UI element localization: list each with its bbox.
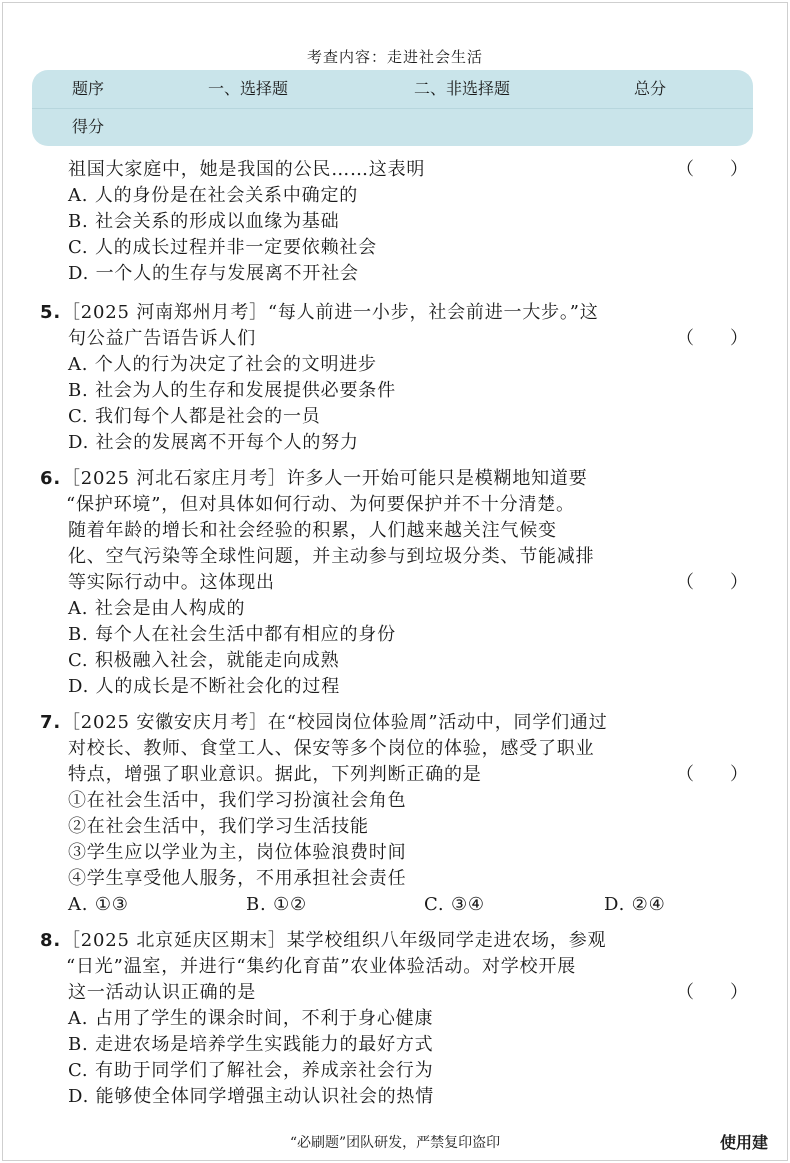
q6-stem-line-4: 化、空气污染等全球性问题，并主动参与到垃圾分类、节能减排: [68, 546, 595, 567]
q4-stem-line: 祖国大家庭中，她是我国的公民……这表明: [68, 159, 426, 180]
q6-number: 6.: [40, 468, 61, 489]
q5-option-a: A. 个人的行为决定了社会的文明进步: [68, 354, 377, 375]
q7-option-c: C. ③④: [424, 894, 485, 915]
q8-option-d: D. 能够使全体同学增强主动认识社会的热情: [68, 1086, 435, 1107]
q6-stem-line-1: ［2025 河北石家庄月考］许多人一开始可能只是模糊地知道要: [62, 468, 588, 489]
q8-answer-paren: （ ）: [676, 982, 748, 1003]
footer-notice: “必刷题”团队研发，严禁复印盗印: [289, 1135, 501, 1151]
q7-statement-4: ④学生享受他人服务，不用承担社会责任: [68, 868, 407, 889]
score-table-header-row: [32, 70, 753, 108]
q8-option-b: B. 走进农场是培养学生实践能力的最好方式: [68, 1034, 434, 1055]
q6-option-a: A. 社会是由人构成的: [68, 598, 246, 619]
q7-option-d: D. ②④: [604, 894, 666, 915]
q6-option-d: D. 人的成长是不断社会化的过程: [68, 676, 341, 697]
q7-option-a: A. ①③: [68, 894, 129, 915]
q6-stem-line-2: “保护环境”，但对具体如何行动、为何要保护并不十分清楚。: [66, 494, 575, 515]
q7-stem-line-1: ［2025 安徽安庆月考］在“校园岗位体验周”活动中，同学们通过: [62, 712, 608, 733]
q7-answer-paren: （ ）: [676, 764, 748, 785]
row-label-score: 得分: [72, 117, 105, 136]
q6-option-b: B. 每个人在社会生活中都有相应的身份: [68, 624, 396, 645]
q5-option-b: B. 社会为人的生存和发展提供必要条件: [68, 380, 396, 401]
q8-stem-line-2: “日光”温室，并进行“集约化育苗”农业体验活动。对学校开展: [66, 956, 577, 977]
q6-stem-line-5: 等实际行动中。这体现出: [68, 572, 275, 593]
q4-option-d: D. 一个人的生存与发展离不开社会: [68, 263, 359, 284]
score-table-score-row: [32, 108, 753, 146]
q8-stem-line-3: 这一活动认识正确的是: [68, 982, 256, 1003]
header-question-order: 题序: [72, 79, 105, 98]
q6-stem-line-3: 随着年龄的增长和社会经验的积累，人们越来越关注气候变: [68, 520, 557, 541]
content-label: 考查内容：走进社会生活: [306, 48, 483, 66]
q8-option-c: C. 有助于同学们了解社会，养成亲社会行为: [68, 1060, 434, 1081]
q7-statement-3: ③学生应以学业为主，岗位体验浪费时间: [68, 842, 407, 863]
q5-number: 5.: [40, 302, 61, 323]
q4-answer-paren: （ ）: [676, 159, 748, 180]
q4-option-c: C. 人的成长过程并非一定要依赖社会: [68, 237, 377, 258]
q8-stem-line-1: ［2025 北京延庆区期末］某学校组织八年级同学走进农场，参观: [62, 930, 607, 951]
q5-option-d: D. 社会的发展离不开每个人的努力: [68, 432, 359, 453]
q8-number: 8.: [40, 930, 61, 951]
q7-stem-line-2: 对校长、教师、食堂工人、保安等多个岗位的体验，感受了职业: [68, 738, 595, 759]
q7-option-b: B. ①②: [246, 894, 307, 915]
q7-stem-line-3: 特点，增强了职业意识。据此，下列判断正确的是: [68, 764, 482, 785]
q4-option-a: A. 人的身份是在社会关系中确定的: [68, 185, 359, 206]
q6-option-c: C. 积极融入社会，就能走向成熟: [68, 650, 340, 671]
q5-answer-paren: （ ）: [676, 328, 748, 349]
q5-stem-line-1: ［2025 河南郑州月考］“每人前进一小步，社会前进一大步。”这: [62, 302, 599, 323]
header-choice: 一、选择题: [208, 79, 289, 98]
q8-option-a: A. 占用了学生的课余时间，不利于身心健康: [68, 1008, 434, 1029]
score-table: [32, 70, 753, 146]
header-total: 总分: [634, 79, 667, 98]
q5-option-c: C. 我们每个人都是社会的一员: [68, 406, 321, 427]
q6-answer-paren: （ ）: [676, 572, 748, 593]
q7-statement-1: ①在社会生活中，我们学习扮演社会角色: [68, 790, 407, 811]
q4-option-b: B. 社会关系的形成以血缘为基础: [68, 211, 340, 232]
header-non-choice: 二、非选择题: [414, 79, 511, 98]
q7-number: 7.: [40, 712, 61, 733]
footer-corner-text: 使用建: [720, 1133, 769, 1152]
q7-statement-2: ②在社会生活中，我们学习生活技能: [68, 816, 369, 837]
q5-stem-line-2: 句公益广告语告诉人们: [68, 328, 256, 349]
